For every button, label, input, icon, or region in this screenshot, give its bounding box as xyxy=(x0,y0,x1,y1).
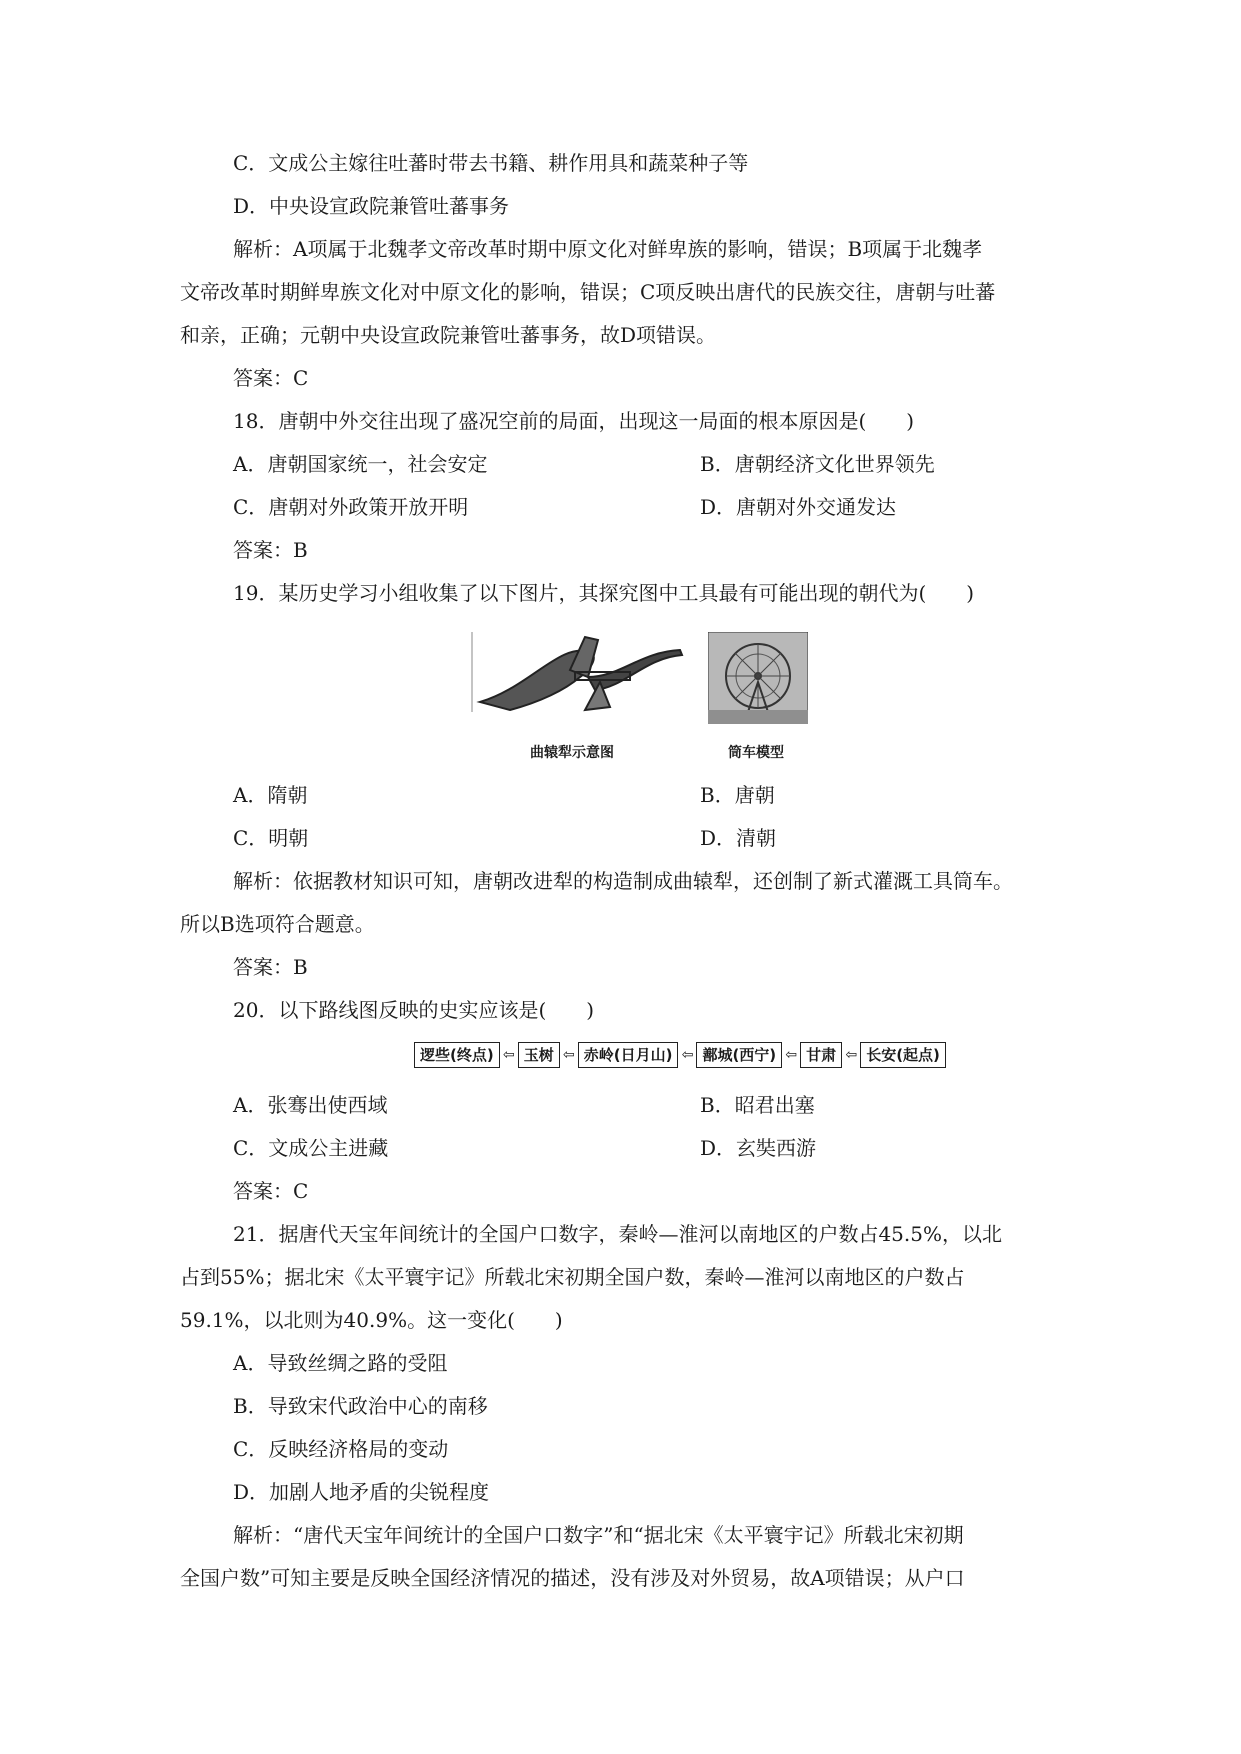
analysis-line: 文帝改革时期鲜卑族文化对中原文化的影响，错误；C项反映出唐代的民族交往，唐朝与吐蕃 xyxy=(180,280,996,304)
route-node-lhasa: 逻些(终点) xyxy=(414,1042,500,1068)
left-arrow-icon: ⇦ xyxy=(785,1047,798,1063)
question-19-stem: 19．某历史学习小组收集了以下图片，其探究图中工具最有可能出现的朝代为( ) xyxy=(233,581,975,605)
q19-option-d: D．清朝 xyxy=(700,826,777,850)
route-node-chiling: 赤岭(日月山) xyxy=(578,1042,679,1068)
q19-option-c: C．明朝 xyxy=(233,826,309,850)
q18-option-d: D．唐朝对外交通发达 xyxy=(700,495,897,519)
q20-option-c: C．文成公主进藏 xyxy=(233,1136,389,1160)
question-21-stem: 59.1%，以北则为40.9%。这一变化( ) xyxy=(180,1308,563,1332)
analysis-line: 解析：“唐代天宝年间统计的全国户口数字”和“据北宋《太平寰宇记》所载北宋初期 xyxy=(233,1523,964,1547)
answer-q20: 答案：C xyxy=(233,1179,309,1203)
figure-caption-waterwheel: 筒车模型 xyxy=(728,745,784,761)
route-node-yushu: 玉树 xyxy=(518,1042,560,1068)
question-21-stem: 21．据唐代天宝年间统计的全国户口数字，秦岭—淮河以南地区的户数占45.5%，以北 xyxy=(233,1222,1002,1246)
q21-option-a: A．导致丝绸之路的受阻 xyxy=(233,1351,448,1375)
q20-option-b: B．昭君出塞 xyxy=(700,1093,815,1117)
waterwheel-model-photo xyxy=(708,632,808,724)
curved-plough-figure xyxy=(470,632,690,722)
left-arrow-icon: ⇦ xyxy=(681,1047,694,1063)
q20-option-a: A．张骞出使西域 xyxy=(233,1093,388,1117)
question-20-stem: 20．以下路线图反映的史实应该是( ) xyxy=(233,998,595,1022)
analysis-line: 解析：A项属于北魏孝文帝改革时期中原文化对鲜卑族的影响，错误；B项属于北魏孝 xyxy=(233,237,983,261)
route-node-changan: 长安(起点) xyxy=(860,1042,946,1068)
q21-option-c: C．反映经济格局的变动 xyxy=(233,1437,449,1461)
q21-option-b: B．导致宋代政治中心的南移 xyxy=(233,1394,488,1418)
figure-caption-plough: 曲辕犁示意图 xyxy=(530,745,614,761)
option-c-q17: C．文成公主嫁往吐蕃时带去书籍、耕作用具和蔬菜种子等 xyxy=(233,151,749,175)
question-21-stem: 占到55%；据北宋《太平寰宇记》所载北宋初期全国户数，秦岭—淮河以南地区的户数占 xyxy=(180,1265,965,1289)
analysis-line: 解析：依据教材知识可知，唐朝改进犁的构造制成曲辕犁，还创制了新式灌溉工具筒车。 xyxy=(233,869,1013,893)
q21-option-d: D．加剧人地矛盾的尖锐程度 xyxy=(233,1480,490,1504)
q19-option-a: A．隋朝 xyxy=(233,783,308,807)
answer-q19: 答案：B xyxy=(233,955,308,979)
route-node-gansu: 甘肃 xyxy=(800,1042,842,1068)
q18-option-b: B．唐朝经济文化世界领先 xyxy=(700,452,935,476)
left-arrow-icon: ⇦ xyxy=(502,1047,515,1063)
left-arrow-icon: ⇦ xyxy=(845,1047,858,1063)
q20-option-d: D．玄奘西游 xyxy=(700,1136,817,1160)
left-arrow-icon: ⇦ xyxy=(562,1047,575,1063)
q19-option-b: B．唐朝 xyxy=(700,783,775,807)
q18-option-a: A．唐朝国家统一，社会安定 xyxy=(233,452,488,476)
question-18-stem: 18．唐朝中外交往出现了盛况空前的局面，出现这一局面的根本原因是( ) xyxy=(233,409,915,433)
answer-q18: 答案：B xyxy=(233,538,308,562)
q18-option-c: C．唐朝对外政策开放开明 xyxy=(233,495,469,519)
analysis-line: 和亲，正确；元朝中央设宣政院兼管吐蕃事务，故D项错误。 xyxy=(180,323,717,347)
option-d-q17: D．中央设宣政院兼管吐蕃事务 xyxy=(233,194,510,218)
analysis-line: 所以B选项符合题意。 xyxy=(180,912,375,936)
route-node-shancheng: 鄯城(西宁) xyxy=(696,1042,782,1068)
analysis-line: 全国户数”可知主要是反映全国经济情况的描述，没有涉及对外贸易，故A项错误；从户口 xyxy=(180,1566,965,1590)
route-diagram xyxy=(414,1040,946,1070)
answer-q17: 答案：C xyxy=(233,366,309,390)
